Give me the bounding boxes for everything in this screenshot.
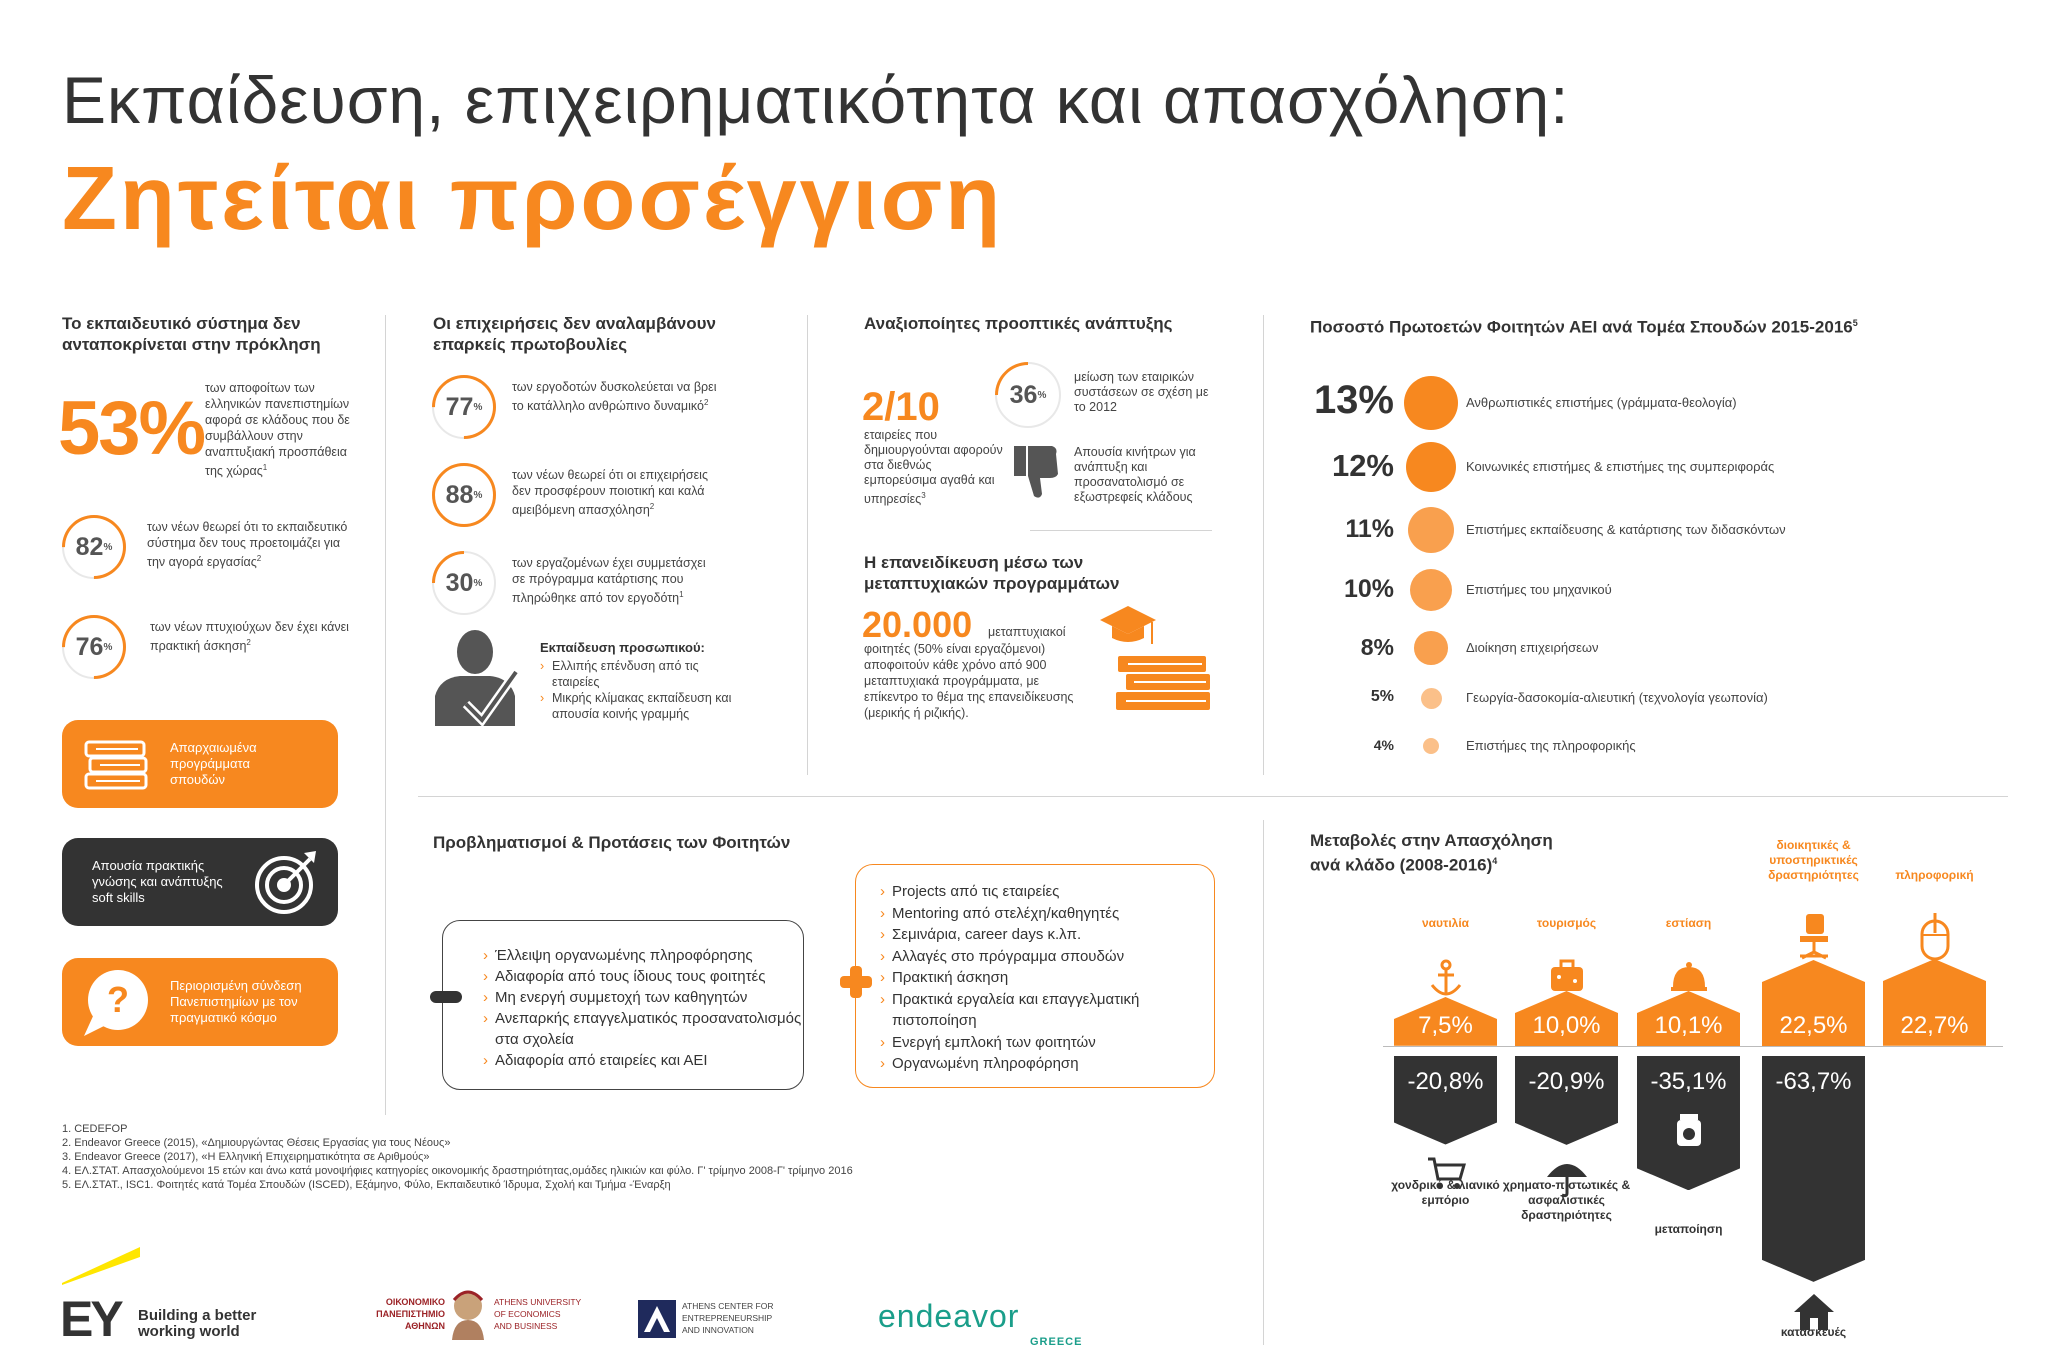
box-label: Περιορισμένη σύνδεση Πανεπιστημίων με τον πραγματικό κόσμο <box>170 978 302 1025</box>
footnote: 3. Endeavor Greece (2017), «Η Ελληνική Επιχειρηματικότητα σε Αριθμούς» <box>62 1151 430 1163</box>
proposal-item: › Αλλαγές στο πρόγραμμα σπουδών <box>880 946 1214 968</box>
ring-arc <box>419 538 510 629</box>
endeavor-logo: endeavor <box>878 1298 1020 1334</box>
down-bar-value: -63,7% <box>1775 1068 1852 1095</box>
ring-arc <box>419 362 510 453</box>
footnote: 1. CEDEFOP <box>62 1123 128 1135</box>
field-label: Επιστήμες του μηχανικού <box>1466 582 1612 597</box>
problem-item: › Μη ενεργή συμμετοχή των καθηγητών <box>483 987 803 1008</box>
ey-tagline: Building a better working world <box>138 1307 257 1340</box>
ring-value: 82 <box>75 532 104 561</box>
field-percentage: 12% <box>1331 447 1394 483</box>
stat-sup: 2 <box>649 502 655 511</box>
box-label: Απουσία πρακτικής γνώσης και ανάπτυξης soft skills <box>92 858 223 905</box>
page-title: Εκπαίδευση, επιχειρηματικότητα και απασχόληση: <box>62 63 1570 137</box>
footnotes <box>62 1122 1112 1192</box>
col4-title: Ποσοστό Πρωτοετών Φοιτητών ΑΕΙ ανά Τομέα Σπουδών 2015-2016$^5$ <box>1310 317 1858 337</box>
question-bubble-icon <box>76 962 156 1042</box>
footnote: 5. ΕΛ.ΣΤΑΤ., ISC1. Φοιτητές κατά Τομέα Σπουδών (ISCED), Εξάμηνο, Φύλο, Εκπαιδευτικό Ίδρυμα, Σχολή και Τμήμα -Έναρξη <box>62 1179 671 1191</box>
pct-text: μείωση των εταιρικών συστάσεων σε σχέση με το 2012 <box>1074 370 1209 414</box>
thumb-text: Απουσία κινήτρων για ανάπτυξη και προσανατολισμό σε εξωστρεφείς κλάδους <box>1074 445 1196 504</box>
aueb-emblem-icon <box>448 1288 488 1340</box>
down-bar-value: -20,8% <box>1407 1068 1484 1095</box>
problem-item: › Αδιαφορία από εταιρείες και ΑΕΙ <box>483 1050 803 1071</box>
stat-text: των εργαζομένων έχει συμμετάσχει σε πρόγραμμα κατάρτισης που πληρώθηκε από τον εργοδότη <box>512 556 706 606</box>
ring-value: 88 <box>445 480 474 509</box>
ratio-text: εταιρείες που δημιουργούνται αφορούν στα διεθνώς εμπορεύσιμα αγαθά και υπηρεσίες$^3$ <box>864 428 1003 507</box>
field-label: Διοίκηση επιχειρήσεων <box>1466 640 1599 655</box>
box-label: Απαρχαιωμένα προγράμματα σπουδών <box>170 740 257 787</box>
stat-text: των εργοδοτών δυσκολεύεται να βρει το κατάλληλο ανθρώπινο δυναμικό <box>512 380 717 414</box>
big-stat-value: 53% <box>58 386 205 471</box>
ring-value: 77 <box>445 392 474 421</box>
plus-icon <box>838 964 874 1000</box>
ey-logo: EY <box>60 1291 121 1347</box>
field-label: Επιστήμες της πληροφορικής <box>1466 738 1636 753</box>
office-chair-icon <box>1794 912 1834 962</box>
down-sector-label: μεταποίηση <box>1654 1222 1723 1236</box>
up-sector-label: διοικητικές & υποστηρικτικές δραστηριότητες <box>1768 838 1859 882</box>
down-bar-value: -20,9% <box>1528 1068 1605 1095</box>
up-sector-label: εστίαση <box>1665 916 1712 930</box>
books-icon <box>82 734 152 794</box>
field-percentage: 5% <box>1370 688 1394 706</box>
big-number: 20.000 <box>862 604 973 645</box>
box-soft-skills <box>62 838 338 926</box>
stat-text: των νέων θεωρεί ότι οι επιχειρήσεις δεν προσφέρουν ποιοτική και καλά αμειβόμενη απασχόληση <box>512 468 708 518</box>
training-item: › Ελλιπής επένδυση από τις εταιρείες <box>540 658 740 690</box>
suitcase-icon <box>1547 943 1587 993</box>
acein-logo-text: ATHENS CENTER FOR ENTREPRENEURSHIP AND INNOVATION <box>682 1301 774 1335</box>
stat-text: των νέων θεωρεί ότι το εκπαιδευτικό σύστημα δεν τους προετοιμάζει για την αγορά εργασίας <box>147 520 348 570</box>
ring-arc <box>49 602 140 693</box>
stat-sup: 2 <box>256 554 262 563</box>
field-percentage: 11% <box>1345 514 1394 543</box>
cloche-icon <box>1669 943 1709 993</box>
field-dot <box>1406 442 1456 492</box>
page-subtitle: Ζητείται προσέγγιση <box>62 149 1004 249</box>
field-percentage: 4% <box>1373 737 1394 754</box>
down-sector-label: χονδρικό & λιανικό εμπόριο <box>1391 1178 1500 1207</box>
ring-stat-76 <box>62 615 126 679</box>
ring-stat-77 <box>432 375 496 439</box>
ring-stat-text <box>147 519 357 570</box>
ring-value: 76 <box>75 632 104 661</box>
proposal-item: › Projects από τις εταιρείες <box>880 881 1214 903</box>
problems-box <box>442 920 804 1090</box>
big-stat-text: των αποφοίτων των ελληνικών πανεπιστημίων αφορά σε κλάδους που δε συμβάλλουν στην αναπτυξιακή προσπάθεια της χώρας$^1$ <box>205 381 350 479</box>
big-stat-53 <box>58 385 204 472</box>
footnote: 4. ΕΛ.ΣΤΑΤ. Απασχολούμενοι 15 ετών και άνω κατά μονοψήφιες κατηγορίες οικονομικής δραστηριότητας,ομάδες ηλικιών και φύλο. Γ' τρίμηνο 2008-Γ' τρίμηνο 2016 <box>62 1165 853 1177</box>
box-outdated-programs <box>62 720 338 808</box>
minus-icon <box>430 991 462 1003</box>
field-dot <box>1423 738 1440 755</box>
ring-unit: % <box>103 541 113 553</box>
reskilling-text: φοιτητές (50% είναι εργαζόμενοι) αποφοιτούν κάθε χρόνο από 900 μεταπτυχιακά προγράμματα, με επίκεντρο το θέμα της επανειδίκευσης (μερικής ή ριζικής). <box>864 642 1074 720</box>
field-percentage: 10% <box>1343 574 1394 603</box>
ring-unit: % <box>473 401 483 413</box>
ey-beam-icon <box>60 1245 140 1285</box>
divider <box>1263 315 1264 775</box>
field-label: Επιστήμες εκπαίδευσης & κατάρτισης των διδασκόντων <box>1466 522 1786 537</box>
down-sector-label: χρηματο-πιστωτικές & ασφαλιστικές δραστηριότητες <box>1502 1178 1631 1222</box>
ring-arc <box>49 502 140 593</box>
big-number-suffix: μεταπτυχιακοί <box>988 625 1066 639</box>
ring-stat-36: 36 % <box>995 362 1061 428</box>
endeavor-logo-sub: GREECE <box>1030 1336 1083 1348</box>
proposal-item: › Mentoring από στελέχη/καθηγητές <box>880 903 1214 925</box>
students-title: Προβληματισμοί & Προτάσεις των Φοιτητών <box>433 833 791 852</box>
training-list <box>540 658 740 722</box>
up-sector-label: ναυτιλία <box>1421 916 1470 930</box>
field-percentage: 8% <box>1360 633 1394 660</box>
ring-stat-text <box>512 379 722 414</box>
up-bar-value: 10,1% <box>1654 1012 1723 1039</box>
training-title: Εκπαίδευση προσωπικού: <box>540 640 705 655</box>
proposal-item: › Πρακτικά εργαλεία και επαγγελματική πιστοποίηση <box>880 989 1214 1032</box>
proposals-list <box>856 865 1214 1075</box>
ring-stat-82 <box>62 515 126 579</box>
baseline <box>1383 1046 2003 1047</box>
jar-icon <box>1667 1112 1711 1156</box>
up-bar-value: 22,7% <box>1900 1012 1969 1039</box>
col3-title: Αναξιοποίητες προοπτικές ανάπτυξης <box>864 314 1173 333</box>
training-item: › Μικρής κλίμακας εκπαίδευση και απουσία κοινής γραμμής <box>540 690 740 722</box>
col2-title: Οι επιχειρήσεις δεν αναλαμβάνουν επαρκείς πρωτοβουλίες <box>433 314 716 354</box>
acein-logo-icon <box>638 1300 676 1338</box>
ring-stat-30 <box>432 551 496 615</box>
up-sector-label: τουρισμός <box>1536 916 1597 930</box>
problem-item: › Αδιαφορία από τους ίδιους τους φοιτητές <box>483 966 803 987</box>
field-label: Κοινωνικές επιστήμες & επιστήμες της συμπεριφοράς <box>1466 459 1775 474</box>
field-dot <box>1421 688 1442 709</box>
footnote: 2. Endeavor Greece (2015), «Δημιουργώντας Θέσεις Εργασίας για τους Νέους» <box>62 1137 451 1149</box>
field-label: Ανθρωπιστικές επιστήμες (γράμματα-θεολογία) <box>1466 395 1737 410</box>
proposal-item: › Πρακτική άσκηση <box>880 967 1214 989</box>
problems-list <box>443 921 803 1071</box>
target-icon <box>252 847 322 917</box>
graduation-books-icon <box>1098 600 1218 720</box>
down-bar-value: -35,1% <box>1650 1068 1727 1095</box>
field-label: Γεωργία-δασοκομία-αλιευτική (τεχνολογία γεωπονία) <box>1466 690 1768 705</box>
aueb-logo-greek: ΟΙΚΟΝΟΜΙΚΟ ΠΑΝΕΠΙΣΤΗΜΙΟ ΑΘΗΝΩΝ <box>376 1297 445 1331</box>
ring-arc <box>419 450 510 541</box>
divider <box>1030 530 1212 531</box>
stat-text: των νέων πτυχιούχων δεν έχει κάνει πρακτική άσκηση <box>150 620 349 654</box>
aueb-logo-english: ATHENS UNIVERSITY OF ECONOMICS AND BUSINESS <box>494 1297 582 1331</box>
up-bar-value: 7,5% <box>1418 1012 1473 1039</box>
problem-item: › Ανεπαρκής επαγγελματικός προσανατολισμός στα σχολεία <box>483 1008 803 1050</box>
mouse-icon <box>1915 911 1955 961</box>
ring-stat-88 <box>432 463 496 527</box>
anchor-icon <box>1426 949 1466 999</box>
problem-item: › Έλλειψη οργανωμένης πληροφόρησης <box>483 945 803 966</box>
col1-title: Το εκπαιδευτικό σύστημα δεν ανταποκρίνεται στην πρόκληση <box>62 314 321 354</box>
stat-sup: 2 <box>703 398 709 407</box>
up-sector-label: πληροφορική <box>1895 868 1974 882</box>
ring-stat-text <box>512 467 722 518</box>
field-dot <box>1414 631 1448 665</box>
stat-sup: 1 <box>679 590 684 599</box>
divider <box>1263 820 1264 1345</box>
thumbs-down-icon <box>1012 442 1062 502</box>
reskilling-title: Η επανειδίκευση μέσω των μεταπτυχιακών προγραμμάτων <box>864 553 1120 593</box>
employment-title: Μεταβολές στην Απασχόληση ανά κλάδο (2008-2016)$^4$ <box>1310 831 1553 875</box>
field-dot <box>1404 376 1459 431</box>
up-bar-value: 22,5% <box>1779 1012 1848 1039</box>
field-percentage: 13% <box>1313 378 1394 423</box>
up-bar-value: 10,0% <box>1532 1012 1601 1039</box>
ring-stat-text <box>512 555 722 606</box>
down-sector-label: κατασκευές <box>1780 1325 1847 1339</box>
proposals-box <box>855 864 1215 1088</box>
ring-value: 30 <box>445 568 474 597</box>
teacher-icon <box>430 628 520 728</box>
stat-sup: 2 <box>246 638 251 647</box>
box-limited-connection <box>62 958 338 1046</box>
proposal-item: › Ενεργή εμπλοκή των φοιτητών <box>880 1032 1214 1054</box>
ratio-value: 2/10 <box>862 385 940 429</box>
field-dot <box>1410 569 1452 611</box>
proposal-item: › Σεμινάρια, career days κ.λπ. <box>880 924 1214 946</box>
divider <box>418 796 2008 797</box>
divider <box>385 315 386 1115</box>
ring-stat-text <box>150 619 350 654</box>
proposal-item: › Οργανωμένη πληροφόρηση <box>880 1053 1214 1075</box>
divider <box>807 315 808 775</box>
ring-unit: % <box>473 489 483 501</box>
svg-text:?: ? <box>107 979 129 1020</box>
field-dot <box>1408 507 1454 553</box>
ring-unit: % <box>473 577 483 589</box>
ring-unit: % <box>103 641 113 653</box>
